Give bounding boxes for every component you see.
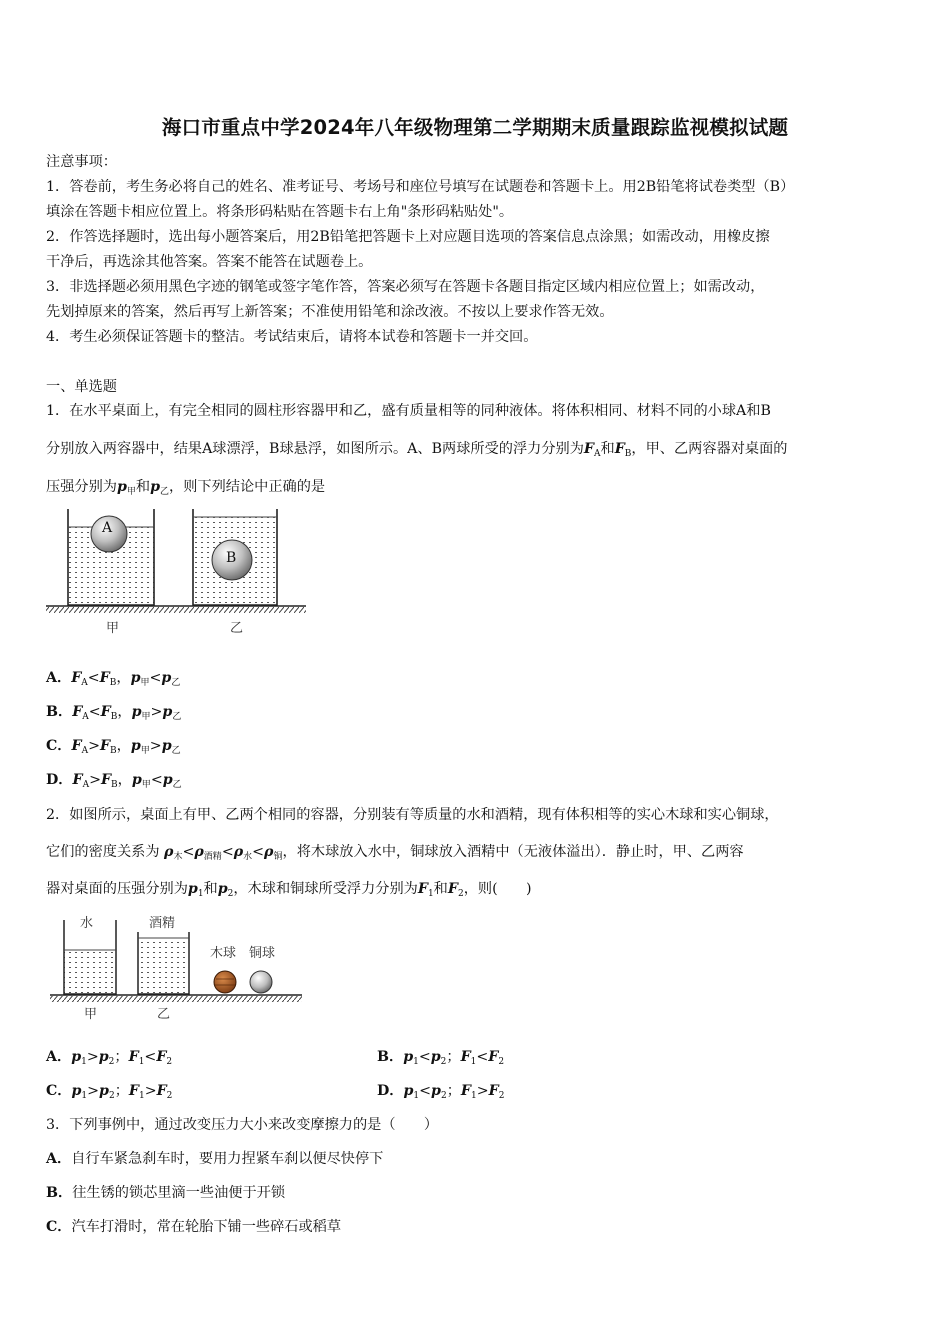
ball-a-label: A <box>102 520 113 536</box>
container-yi <box>138 932 189 994</box>
q2-option-b[interactable]: B．$p_1<p_2$；$F_1<F_2$ <box>377 1049 505 1067</box>
q2-stem-line1: 2．如图所示，桌面上有甲、乙两个相同的容器，分别装有等质量的水和酒精，现有体积相等的实心木球和实心铜球， <box>46 807 779 823</box>
label-alcohol: 酒精 <box>149 916 176 931</box>
q1-option-d[interactable]: D．$F_A>F_B$，$p_甲<p_乙$ <box>46 772 182 790</box>
wood-ball <box>214 971 236 993</box>
ball-b-label: B <box>226 550 237 566</box>
q1-option-c[interactable]: C．$F_A>F_B$，$p_甲>p_乙$ <box>46 738 181 756</box>
q3-option-b[interactable]: B．往生锈的锁芯里滴一些油便于开锁 <box>46 1185 286 1201</box>
q3-option-a[interactable]: A．自行车紧急刹车时，要用力捏紧车刹以便尽快停下 <box>46 1151 384 1167</box>
q3-stem: 3．下列事例中，通过改变压力大小来改变摩擦力的是（ ） <box>46 1117 439 1133</box>
q1-option-b[interactable]: B．$F_A<F_B$，$p_甲>p_乙$ <box>46 704 182 722</box>
label-jia: 甲 <box>106 621 120 636</box>
q2-stem-line2: 它们的密度关系为 $\rho_木<\rho_{酒精}<\rho_水<\rho_铜$，将木球放入水中，铜球放入酒精中（无液体溢出）．静止时，甲、乙两容 <box>46 844 744 862</box>
notice-line: 先划掉原来的答案，然后再写上新答案；不准使用铅笔和涂改液。不按以上要求作答无效。 <box>46 304 614 320</box>
q2-stem-line3: 器对桌面的压强分别为$p_1$和$p_2$，木球和铜球所受浮力分别为$F_1$和$F_2$，则( ) <box>46 881 532 899</box>
page-title: 海口市重点中学2024年八年级物理第二学期期末质量跟踪监视模拟试题 <box>161 116 789 139</box>
container-yi <box>193 509 277 605</box>
notice-line: 干净后，再选涂其他答案。答案不能答在试题卷上。 <box>46 254 373 270</box>
q1-stem-line2: 分别放入两容器中，结果A球漂浮，B球悬浮，如图所示。A、B两球所受的浮力分别为$F_A$和$F_B$，甲、乙两容器对桌面的 <box>46 441 788 459</box>
q1-figure <box>44 505 312 640</box>
q3-option-c[interactable]: C．汽车打滑时，常在轮胎下铺一些碎石或稻草 <box>46 1219 342 1235</box>
q2-figure <box>44 910 306 1028</box>
container-jia <box>64 920 116 994</box>
notice-line: 2．作答选择题时，选出每小题答案后，用2B铅笔把答题卡上对应题目选项的答案信息点涂黑；如需改动，用橡皮擦 <box>46 229 770 245</box>
label-copper-ball: 铜球 <box>249 946 276 961</box>
copper-ball <box>250 971 272 993</box>
q1-option-a[interactable]: A．$F_A<F_B$，$p_甲<p_乙$ <box>46 670 181 688</box>
q2-option-c[interactable]: C．$p_1>p_2$；$F_1>F_2$ <box>46 1083 173 1101</box>
section-heading: 一、单选题 <box>46 379 117 395</box>
label-jia: 甲 <box>84 1007 98 1022</box>
q2-option-a[interactable]: A．$p_1>p_2$；$F_1<F_2$ <box>46 1049 173 1067</box>
notice-heading: 注意事项： <box>46 154 117 170</box>
q1-stem-line3: 压强分别为$p_甲$和$p_乙$，则下列结论中正确的是 <box>46 479 326 497</box>
notice-line: 3．非选择题必须用黑色字迹的钢笔或签字笔作答，答案必须写在答题卡各题目指定区域内相应位置上；如需改动， <box>46 279 765 295</box>
notice-line: 1．答卷前，考生务必将自己的姓名、准考证号、考场号和座位号填写在试题卷和答题卡上。用2B铅笔将试卷类型（B） <box>46 179 795 195</box>
notice-line: 4．考生必须保证答题卡的整洁。考试结束后，请将本试卷和答题卡一并交回。 <box>46 329 538 345</box>
label-wood-ball: 木球 <box>210 946 237 961</box>
label-yi: 乙 <box>157 1007 171 1022</box>
label-yi: 乙 <box>230 621 244 636</box>
table-surface <box>46 606 306 613</box>
q1-stem-line1: 1．在水平桌面上，有完全相同的圆柱形容器甲和乙，盛有质量相等的同种液体。将体积相同、材料不同的小球A和B <box>46 403 771 419</box>
table-surface <box>50 995 302 1002</box>
label-water: 水 <box>80 916 94 931</box>
q2-option-d[interactable]: D．$p_1<p_2$；$F_1>F_2$ <box>377 1083 505 1101</box>
notice-line: 填涂在答题卡相应位置上。将条形码粘贴在答题卡右上角"条形码粘贴处"。 <box>46 204 514 220</box>
container-jia <box>68 509 154 605</box>
